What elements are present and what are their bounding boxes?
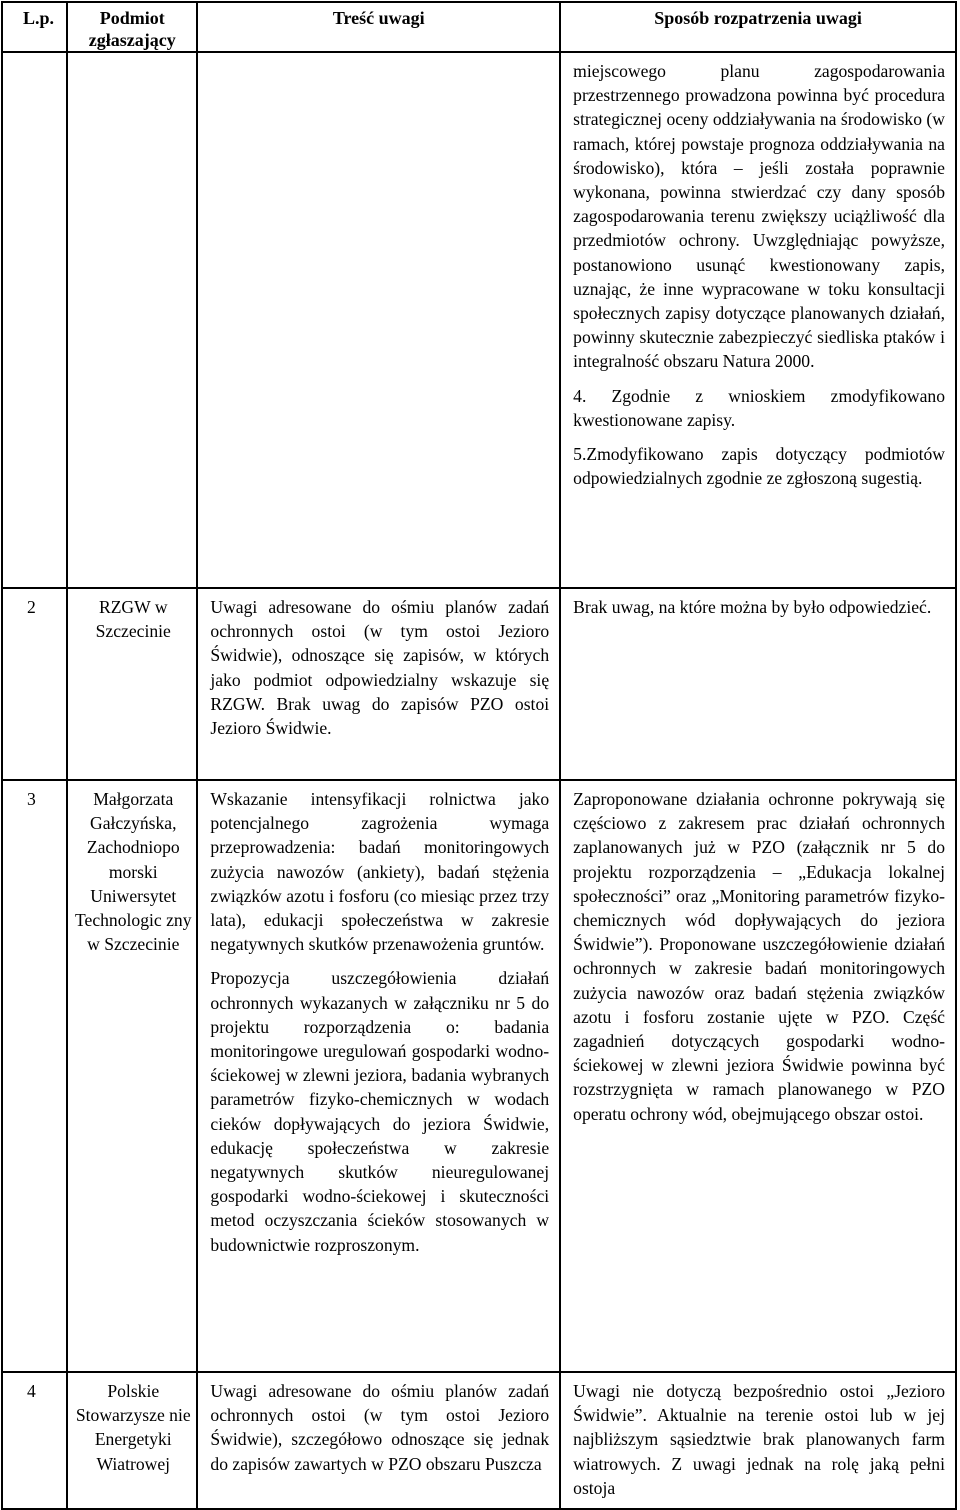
sposob-paragraph: Brak uwag, na które można by było odpowiedzieć. [573, 597, 932, 617]
row-tresc [197, 588, 560, 780]
row-tresc [197, 780, 560, 1372]
row-podmiot: RZGW w Szczecinie [67, 588, 197, 780]
sposob-paragraph: Uwagi nie dotyczą bezpośrednio ostoi „Jezioro Świdwie”. Aktualnie na terenie ostoi lub w jej najbliższym sąsiedztwie brak planowanych farm wiatrowych. Z uwagi jednak na rolę jaką pełni ostoja [573, 1381, 945, 1498]
table-row [2, 1372, 956, 1509]
row-tresc [197, 1372, 560, 1509]
row-sposob [560, 52, 956, 588]
tresc-paragraph: Uwagi adresowane do ośmiu planów zadań ochronnych ostoi (w tym ostoi Jezioro Świdwie), szczegółowo odnoszące się jednak do zapisów zawartych w PZO obszaru Puszcza [210, 1381, 550, 1474]
tresc-paragraph: Uwagi adresowane do ośmiu planów zadań ochronnych ostoi (w tym ostoi Jezioro Świdwie), odnoszące się zapisów, w których jako podmiot odpowiedzialny wskazuje się RZGW. Brak uwag do zapisów PZO ostoi Jezioro Świdwie. [210, 597, 550, 739]
tresc-paragraph: Wskazanie intensyfikacji rolnictwa jako potencjalnego zagrożenia wymaga przeprowadzenia: badań monitoringowych zużycia nawozów (ankiety), badań stężenia związków azotu i fosforu (co miesiąc przez trzy lata), edukacji społeczeństwa w zakresie negatywnych skutków przenawożenia gruntów. [210, 789, 550, 955]
sposob-paragraph: Zaproponowane działania ochronne pokrywają się częściowo z zakresem prac działań ochronnych zaplanowanych już w PZO (załącznik nr 5 do projektu rozporządzenia – „Edukacja lokalnej społeczności” oraz „Monitoring parametrów fizyko-chemicznych wód dopływających do jeziora Świdwie”). Proponowane uszczegółowienie działań ochronnych w zakresie badań monitoringowych zużycia nawozów oraz badań stężenia związków azotu i fosforu zostanie ujęte w PZO. Część zagadnień dotyczących gospodarki wodno-ściekowej w zlewni jeziora Świdwie powinna być rozstrzygnięta w ramach planowanego w PZO operatu ochrony wód, obejmującego obszar ostoi. [573, 789, 945, 1124]
table-row [2, 780, 956, 1372]
row-lp: 2 [2, 588, 67, 780]
row-podmiot: Polskie Stowarzysze nie Energetyki Wiatrowej [67, 1372, 197, 1509]
row-podmiot: Małgorzata Gałczyńska, Zachodniopo morski Uniwersytet Technologic zny w Szczecinie [67, 780, 197, 1372]
tresc-paragraph: Propozycja uszczegółowienia działań ochronnych wykazanych w załączniku nr 5 do projektu rozporządzenia o: badania monitoringowe uregulowań gospodarki wodno-ściekowej w zlewni jeziora, badania wybranych parametrów fizyko-chemicznych w wodach cieków dopływających do jeziora Świdwie, edukację społeczeństwa w zakresie negatywnych skutków nieuregulowanej gospodarki wodno-ściekowej i skuteczności metod oczyszczania ścieków stosowanych w budownictwie rozproszonym. [210, 968, 550, 1255]
row-sposob [560, 588, 956, 780]
row-lp [2, 52, 67, 588]
sposob-paragraph: 5.Zmodyfikowano zapis dotyczący podmiotów odpowiedzialnych zgodnie ze zgłoszoną sugestią. [573, 444, 945, 489]
table-row [2, 588, 956, 780]
row-sposob [560, 1372, 956, 1509]
table-row [2, 52, 956, 588]
table-header-row [2, 2, 956, 52]
row-lp: 3 [2, 780, 67, 1372]
row-podmiot [67, 52, 197, 588]
row-tresc [197, 52, 560, 588]
header-lp: L.p. [2, 2, 67, 52]
row-lp: 4 [2, 1372, 67, 1509]
sposob-paragraph: miejscowego planu zagospodarowania przestrzennego prowadzona powinna być procedura strategicznej oceny oddziaływania na środowisko (w ramach, której powstaje prognoza oddziaływania na środowisko), która – jeśli została poprawnie wykonana, powinna stwierdzać czy dany sposób zagospodarowania terenu zwiększy uciążliwość dla przedmiotów ochrony. Uwzględniając powyższe, postanowiono usunąć kwestionowany zapis, uznając, że inne wypracowane w toku konsultacji społecznych zapisy dotyczące planowanych działań, powinny skutecznie zabezpieczyć siedliska ptaków i integralność obszaru Natura 2000. [573, 61, 945, 372]
sposob-paragraph: 4. Zgodnie z wnioskiem zmodyfikowano kwestionowane zapisy. [573, 385, 945, 430]
row-sposob [560, 780, 956, 1372]
comments-table [1, 1, 957, 1510]
header-sposob: Sposób rozpatrzenia uwagi [560, 2, 956, 52]
header-tresc: Treść uwagi [197, 2, 560, 52]
header-podmiot: Podmiot zgłaszający [67, 2, 197, 52]
